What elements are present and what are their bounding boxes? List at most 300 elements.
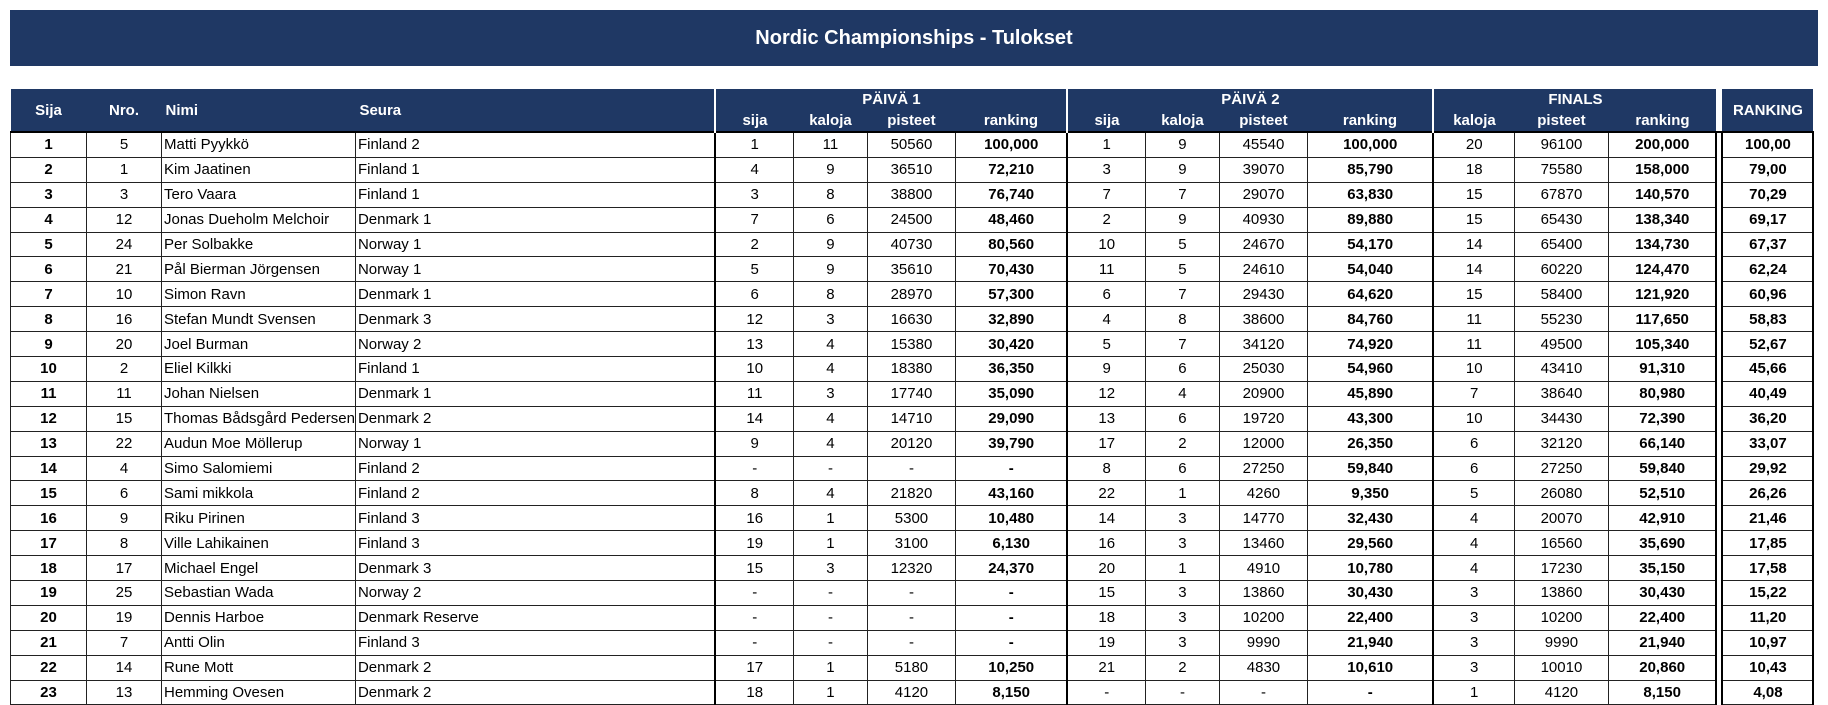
cell-d1-kaloja: 4 [793,481,867,506]
cell-d1-sija: 10 [715,357,793,382]
cell-d1-pisteet: 14710 [867,406,955,431]
col-header-d2-pisteet: pisteet [1219,110,1307,132]
cell-finals-ranking: 138,340 [1608,207,1716,232]
cell-d2-kaloja: 3 [1145,605,1219,630]
cell-d2-ranking: 10,780 [1307,556,1433,581]
col-header-d2-ranking: ranking [1307,110,1433,132]
cell-d1-ranking: 39,790 [955,431,1067,456]
cell-d1-ranking: - [955,630,1067,655]
cell-d1-ranking: 57,300 [955,282,1067,307]
cell-d2-pisteet: 9990 [1219,630,1307,655]
cell-d1-sija: 12 [715,307,793,332]
cell-d2-ranking: 9,350 [1307,481,1433,506]
cell-d1-kaloja: 4 [793,332,867,357]
col-header-nimi: Nimi [162,89,356,132]
cell-d1-kaloja: 8 [793,282,867,307]
cell-d2-pisteet: 29070 [1219,182,1307,207]
cell-d2-ranking: 30,430 [1307,581,1433,606]
cell-d2-pisteet: 27250 [1219,456,1307,481]
results-body [11,132,1814,705]
cell-d2-kaloja: - [1145,680,1219,705]
cell-d2-sija: 17 [1067,431,1145,456]
cell-d1-pisteet: - [867,456,955,481]
cell-d1-ranking: 10,480 [955,506,1067,531]
cell-finals-pisteet: 43410 [1514,357,1608,382]
cell-finals-ranking: 121,920 [1608,282,1716,307]
cell-ranking-total: 17,85 [1722,531,1813,556]
cell-d1-ranking: - [955,456,1067,481]
cell-d1-sija: - [715,456,793,481]
results-table [10,89,1814,705]
cell-d1-pisteet: 38800 [867,182,955,207]
cell-d2-pisteet: 4910 [1219,556,1307,581]
group-header-finals: FINALS [1433,89,1716,110]
table-row [11,531,1814,556]
cell-d1-pisteet: 5300 [867,506,955,531]
cell-nro: 24 [87,232,162,257]
cell-sija: 9 [11,332,87,357]
cell-finals-kaloja: 3 [1433,655,1514,680]
cell-nro: 3 [87,182,162,207]
cell-d1-ranking: - [955,605,1067,630]
cell-d1-sija: 13 [715,332,793,357]
cell-d2-ranking: 22,400 [1307,605,1433,630]
cell-d2-ranking: 54,040 [1307,257,1433,282]
cell-ranking-total: 11,20 [1722,605,1813,630]
cell-d2-sija: 13 [1067,406,1145,431]
table-row [11,506,1814,531]
cell-d1-sija: 18 [715,680,793,705]
cell-d2-pisteet: 40930 [1219,207,1307,232]
cell-d1-sija: - [715,581,793,606]
cell-nimi: Audun Moe Möllerup [162,431,356,456]
cell-sija: 12 [11,406,87,431]
cell-d1-ranking: 24,370 [955,556,1067,581]
cell-d1-pisteet: 21820 [867,481,955,506]
cell-d2-pisteet: 25030 [1219,357,1307,382]
cell-nro: 25 [87,581,162,606]
cell-nro: 19 [87,605,162,630]
cell-nimi: Rune Mott [162,655,356,680]
cell-ranking-total: 15,22 [1722,581,1813,606]
cell-finals-kaloja: 3 [1433,630,1514,655]
cell-ranking-total: 70,29 [1722,182,1813,207]
group-header-day2: PÄIVÄ 2 [1067,89,1433,110]
cell-finals-kaloja: 10 [1433,357,1514,382]
cell-seura: Norway 1 [355,232,715,257]
col-header-ranking-total: RANKING [1722,89,1813,132]
cell-sija: 17 [11,531,87,556]
cell-ranking-total: 17,58 [1722,556,1813,581]
cell-d1-kaloja: - [793,581,867,606]
cell-d2-sija: 19 [1067,630,1145,655]
table-row [11,556,1814,581]
cell-d1-pisteet: - [867,630,955,655]
cell-sija: 3 [11,182,87,207]
cell-seura: Denmark 3 [355,556,715,581]
cell-nro: 11 [87,381,162,406]
cell-sija: 19 [11,581,87,606]
cell-d1-kaloja: 1 [793,531,867,556]
cell-d2-pisteet: 45540 [1219,132,1307,157]
cell-d2-pisteet: 14770 [1219,506,1307,531]
cell-nimi: Johan Nielsen [162,381,356,406]
cell-d1-pisteet: 12320 [867,556,955,581]
cell-d2-sija: - [1067,680,1145,705]
cell-d2-pisteet: 4260 [1219,481,1307,506]
cell-d1-kaloja: - [793,630,867,655]
col-header-d1-ranking: ranking [955,110,1067,132]
cell-d1-ranking: 72,210 [955,157,1067,182]
cell-d1-ranking: 80,560 [955,232,1067,257]
cell-sija: 4 [11,207,87,232]
cell-d2-ranking: 89,880 [1307,207,1433,232]
cell-d1-sija: 9 [715,431,793,456]
cell-nro: 15 [87,406,162,431]
cell-d2-ranking: 32,430 [1307,506,1433,531]
cell-d1-kaloja: 8 [793,182,867,207]
cell-d1-pisteet: 18380 [867,357,955,382]
cell-d1-kaloja: - [793,605,867,630]
cell-nimi: Simo Salomiemi [162,456,356,481]
table-row [11,630,1814,655]
cell-finals-pisteet: 34430 [1514,406,1608,431]
cell-finals-pisteet: 38640 [1514,381,1608,406]
cell-d1-kaloja: 9 [793,157,867,182]
cell-d1-ranking: 43,160 [955,481,1067,506]
cell-d2-kaloja: 7 [1145,182,1219,207]
cell-d1-pisteet: - [867,605,955,630]
cell-ranking-total: 58,83 [1722,307,1813,332]
cell-finals-ranking: 8,150 [1608,680,1716,705]
cell-d2-pisteet: 24670 [1219,232,1307,257]
cell-finals-kaloja: 10 [1433,406,1514,431]
cell-d2-kaloja: 7 [1145,282,1219,307]
cell-d1-sija: 11 [715,381,793,406]
cell-nimi: Thomas Bådsgård Pedersen [162,406,356,431]
cell-d1-pisteet: 40730 [867,232,955,257]
cell-d2-kaloja: 1 [1145,556,1219,581]
cell-finals-pisteet: 4120 [1514,680,1608,705]
cell-d1-ranking: 76,740 [955,182,1067,207]
cell-d1-sija: 2 [715,232,793,257]
cell-d2-kaloja: 8 [1145,307,1219,332]
cell-finals-ranking: 66,140 [1608,431,1716,456]
cell-d1-pisteet: - [867,581,955,606]
cell-d2-sija: 6 [1067,282,1145,307]
cell-ranking-total: 40,49 [1722,381,1813,406]
cell-ranking-total: 10,43 [1722,655,1813,680]
cell-d1-ranking: 30,420 [955,332,1067,357]
cell-d1-sija: 14 [715,406,793,431]
cell-d2-pisteet: 20900 [1219,381,1307,406]
col-header-d1-sija: sija [715,110,793,132]
cell-nimi: Tero Vaara [162,182,356,207]
cell-finals-kaloja: 5 [1433,481,1514,506]
cell-nro: 16 [87,307,162,332]
cell-nimi: Sebastian Wada [162,581,356,606]
cell-finals-kaloja: 4 [1433,531,1514,556]
cell-d1-ranking: 8,150 [955,680,1067,705]
cell-d2-pisteet: - [1219,680,1307,705]
cell-d2-sija: 20 [1067,556,1145,581]
cell-seura: Norway 2 [355,581,715,606]
cell-d2-ranking: 43,300 [1307,406,1433,431]
cell-d1-ranking: 70,430 [955,257,1067,282]
col-header-sija: Sija [11,89,87,132]
cell-finals-pisteet: 26080 [1514,481,1608,506]
cell-d2-sija: 15 [1067,581,1145,606]
table-row [11,332,1814,357]
page-title: Nordic Championships - Tulokset [10,10,1818,66]
cell-finals-pisteet: 9990 [1514,630,1608,655]
cell-seura: Finland 1 [355,182,715,207]
cell-finals-ranking: 20,860 [1608,655,1716,680]
cell-finals-kaloja: 18 [1433,157,1514,182]
cell-d1-sija: 3 [715,182,793,207]
cell-sija: 13 [11,431,87,456]
cell-nimi: Stefan Mundt Svensen [162,307,356,332]
cell-d2-sija: 7 [1067,182,1145,207]
cell-nro: 21 [87,257,162,282]
cell-d2-kaloja: 5 [1145,257,1219,282]
cell-ranking-total: 60,96 [1722,282,1813,307]
cell-ranking-total: 45,66 [1722,357,1813,382]
cell-finals-ranking: 72,390 [1608,406,1716,431]
cell-d1-ranking: 100,000 [955,132,1067,157]
cell-finals-ranking: 80,980 [1608,381,1716,406]
cell-nro: 14 [87,655,162,680]
table-row [11,431,1814,456]
cell-d1-pisteet: 28970 [867,282,955,307]
cell-d1-sija: 15 [715,556,793,581]
cell-d1-kaloja: 4 [793,406,867,431]
cell-d2-ranking: 84,760 [1307,307,1433,332]
cell-d2-sija: 5 [1067,332,1145,357]
cell-finals-pisteet: 32120 [1514,431,1608,456]
cell-nro: 4 [87,456,162,481]
cell-d2-pisteet: 24610 [1219,257,1307,282]
cell-nro: 12 [87,207,162,232]
cell-d1-sija: 6 [715,282,793,307]
cell-d2-ranking: 29,560 [1307,531,1433,556]
cell-d1-sija: 7 [715,207,793,232]
cell-sija: 8 [11,307,87,332]
cell-sija: 1 [11,132,87,157]
cell-finals-ranking: 91,310 [1608,357,1716,382]
cell-sija: 22 [11,655,87,680]
cell-d2-kaloja: 7 [1145,332,1219,357]
cell-d1-pisteet: 16630 [867,307,955,332]
cell-d1-kaloja: 3 [793,381,867,406]
cell-d2-pisteet: 12000 [1219,431,1307,456]
cell-d1-ranking: 29,090 [955,406,1067,431]
cell-finals-ranking: 30,430 [1608,581,1716,606]
cell-seura: Denmark 1 [355,381,715,406]
cell-nimi: Michael Engel [162,556,356,581]
cell-ranking-total: 10,97 [1722,630,1813,655]
cell-nimi: Riku Pirinen [162,506,356,531]
cell-sija: 5 [11,232,87,257]
cell-ranking-total: 62,24 [1722,257,1813,282]
cell-d2-kaloja: 1 [1145,481,1219,506]
cell-sija: 18 [11,556,87,581]
cell-d2-pisteet: 38600 [1219,307,1307,332]
cell-d2-kaloja: 9 [1145,157,1219,182]
cell-d2-ranking: 45,890 [1307,381,1433,406]
cell-d2-pisteet: 13460 [1219,531,1307,556]
cell-d1-ranking: - [955,581,1067,606]
cell-seura: Finland 1 [355,157,715,182]
cell-seura: Norway 2 [355,332,715,357]
cell-finals-ranking: 124,470 [1608,257,1716,282]
cell-ranking-total: 79,00 [1722,157,1813,182]
cell-d1-kaloja: 3 [793,307,867,332]
cell-d2-sija: 21 [1067,655,1145,680]
cell-finals-kaloja: 3 [1433,605,1514,630]
cell-nro: 5 [87,132,162,157]
cell-d1-sija: 1 [715,132,793,157]
cell-sija: 2 [11,157,87,182]
cell-d2-kaloja: 6 [1145,406,1219,431]
cell-finals-kaloja: 11 [1433,332,1514,357]
table-row [11,282,1814,307]
col-header-d2-sija: sija [1067,110,1145,132]
cell-seura: Finland 3 [355,531,715,556]
table-row [11,307,1814,332]
cell-d1-kaloja: 1 [793,655,867,680]
cell-finals-pisteet: 49500 [1514,332,1608,357]
cell-d2-pisteet: 39070 [1219,157,1307,182]
cell-finals-ranking: 35,150 [1608,556,1716,581]
cell-d1-kaloja: 11 [793,132,867,157]
col-header-d1-kaloja: kaloja [793,110,867,132]
cell-ranking-total: 100,00 [1722,132,1813,157]
cell-d2-sija: 10 [1067,232,1145,257]
cell-d2-kaloja: 9 [1145,132,1219,157]
cell-finals-ranking: 42,910 [1608,506,1716,531]
cell-d1-pisteet: 20120 [867,431,955,456]
cell-d2-kaloja: 4 [1145,381,1219,406]
cell-d2-pisteet: 10200 [1219,605,1307,630]
cell-finals-ranking: 35,690 [1608,531,1716,556]
cell-d1-pisteet: 50560 [867,132,955,157]
cell-seura: Norway 1 [355,431,715,456]
cell-finals-pisteet: 75580 [1514,157,1608,182]
cell-seura: Finland 2 [355,456,715,481]
cell-nimi: Simon Ravn [162,282,356,307]
cell-d2-sija: 1 [1067,132,1145,157]
cell-sija: 21 [11,630,87,655]
cell-d1-sija: 17 [715,655,793,680]
cell-seura: Finland 3 [355,630,715,655]
cell-nimi: Eliel Kilkki [162,357,356,382]
table-row [11,157,1814,182]
cell-d2-kaloja: 3 [1145,630,1219,655]
cell-d1-pisteet: 5180 [867,655,955,680]
cell-d1-pisteet: 35610 [867,257,955,282]
table-row [11,132,1814,157]
cell-finals-pisteet: 60220 [1514,257,1608,282]
cell-d1-sija: 19 [715,531,793,556]
cell-finals-kaloja: 6 [1433,456,1514,481]
cell-finals-kaloja: 4 [1433,556,1514,581]
cell-d2-pisteet: 29430 [1219,282,1307,307]
cell-d2-ranking: 21,940 [1307,630,1433,655]
cell-finals-ranking: 52,510 [1608,481,1716,506]
col-header-seura: Seura [355,89,715,132]
cell-d2-ranking: 54,960 [1307,357,1433,382]
cell-sija: 6 [11,257,87,282]
cell-sija: 11 [11,381,87,406]
cell-finals-pisteet: 27250 [1514,456,1608,481]
cell-d1-kaloja: 9 [793,257,867,282]
cell-nimi: Hemming Ovesen [162,680,356,705]
cell-d2-sija: 8 [1067,456,1145,481]
cell-seura: Finland 1 [355,357,715,382]
cell-sija: 20 [11,605,87,630]
table-row [11,381,1814,406]
cell-nro: 8 [87,531,162,556]
cell-finals-pisteet: 10200 [1514,605,1608,630]
cell-finals-ranking: 134,730 [1608,232,1716,257]
cell-d2-ranking: 26,350 [1307,431,1433,456]
cell-finals-kaloja: 15 [1433,207,1514,232]
cell-d2-ranking: 63,830 [1307,182,1433,207]
cell-d2-kaloja: 5 [1145,232,1219,257]
cell-finals-pisteet: 20070 [1514,506,1608,531]
cell-finals-pisteet: 67870 [1514,182,1608,207]
cell-seura: Denmark 2 [355,680,715,705]
cell-d2-pisteet: 34120 [1219,332,1307,357]
cell-d2-kaloja: 6 [1145,357,1219,382]
cell-d1-ranking: 10,250 [955,655,1067,680]
cell-d1-sija: 5 [715,257,793,282]
cell-nro: 17 [87,556,162,581]
cell-d1-ranking: 36,350 [955,357,1067,382]
cell-ranking-total: 36,20 [1722,406,1813,431]
cell-d1-ranking: 32,890 [955,307,1067,332]
cell-d1-kaloja: - [793,456,867,481]
cell-nro: 13 [87,680,162,705]
cell-nimi: Dennis Harboe [162,605,356,630]
col-header-finals-ranking: ranking [1608,110,1716,132]
cell-seura: Norway 1 [355,257,715,282]
cell-finals-pisteet: 65400 [1514,232,1608,257]
cell-ranking-total: 33,07 [1722,431,1813,456]
cell-d2-sija: 12 [1067,381,1145,406]
cell-seura: Denmark 2 [355,406,715,431]
table-row [11,655,1814,680]
cell-ranking-total: 52,67 [1722,332,1813,357]
table-row [11,357,1814,382]
cell-nro: 2 [87,357,162,382]
cell-d1-sija: 8 [715,481,793,506]
cell-finals-pisteet: 55230 [1514,307,1608,332]
cell-d1-kaloja: 4 [793,431,867,456]
cell-finals-ranking: 117,650 [1608,307,1716,332]
cell-finals-kaloja: 7 [1433,381,1514,406]
cell-d2-sija: 9 [1067,357,1145,382]
cell-d2-ranking: - [1307,680,1433,705]
cell-d2-ranking: 59,840 [1307,456,1433,481]
cell-nro: 7 [87,630,162,655]
table-row [11,456,1814,481]
cell-ranking-total: 26,26 [1722,481,1813,506]
cell-finals-ranking: 158,000 [1608,157,1716,182]
col-header-finals-kaloja: kaloja [1433,110,1514,132]
cell-d1-pisteet: 3100 [867,531,955,556]
